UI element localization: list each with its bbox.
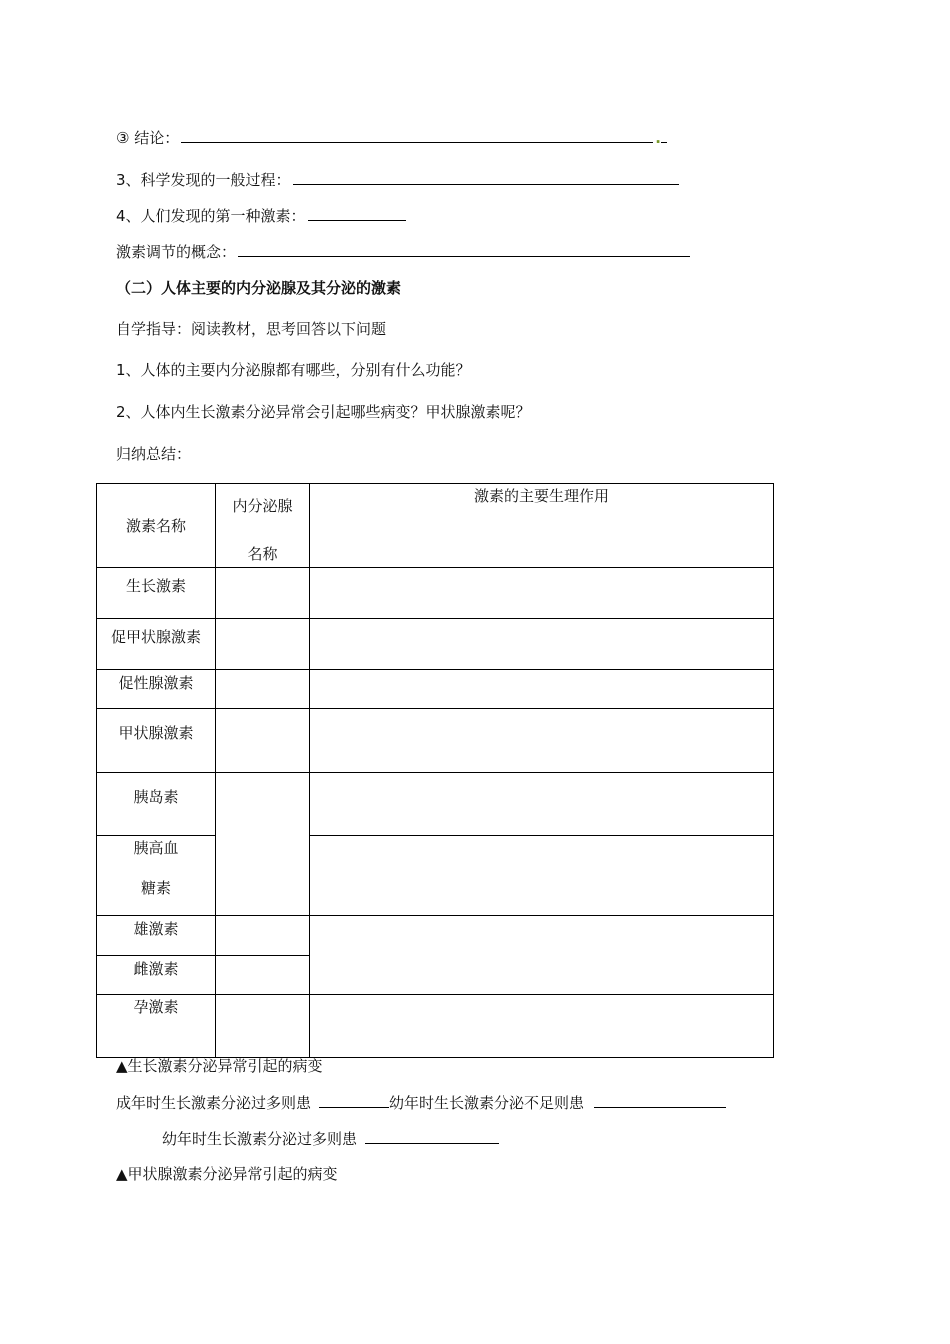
row-gland-cell[interactable]	[216, 916, 310, 956]
conclusion-blank[interactable]	[181, 128, 653, 143]
row-function-cell[interactable]	[310, 836, 774, 916]
row-hormone-label: 雌激素	[133, 960, 179, 978]
row-hormone-cell	[97, 916, 216, 956]
summary-label: 归纳总结：	[116, 445, 192, 463]
first-hormone-label: 4、人们发现的第一种激素：	[116, 207, 306, 225]
conclusion-label: ③ 结论：	[116, 129, 180, 147]
row-gland-cell[interactable]	[216, 956, 310, 995]
gh-adult-excess-blank[interactable]	[319, 1093, 389, 1108]
row-hormone-label: 胰岛素	[133, 788, 179, 806]
row-hormone-label: 生长激素	[125, 577, 186, 595]
gh-child-deficit-label: 幼年时生长激素分泌不足则患	[389, 1094, 585, 1112]
row-function-cell[interactable]	[310, 670, 774, 709]
row-function-cell[interactable]	[310, 619, 774, 670]
row-hormone-label: 雄激素	[133, 920, 179, 938]
gh-adult-excess-line	[116, 1093, 726, 1113]
first-hormone-line	[116, 206, 406, 226]
section-title: （二）人体主要的内分泌腺及其分泌的激素	[116, 279, 402, 297]
row-hormone-cell	[97, 956, 216, 995]
thyroid-abnormal-title: ▲甲状腺激素分泌异常引起的病变	[116, 1165, 338, 1183]
header-function-text: 激素的主要生理作用	[473, 487, 609, 505]
conclusion-blank-tail	[661, 128, 667, 143]
gh-abnormal-title: ▲生长激素分泌异常引起的病变	[116, 1057, 323, 1075]
question-2: 2、人体内生长激素分泌异常会引起哪些病变？甲状腺激素呢？	[116, 403, 531, 421]
concept-blank[interactable]	[238, 242, 690, 257]
row-gland-cell[interactable]	[216, 709, 310, 773]
row-function-cell[interactable]	[310, 568, 774, 619]
gh-child-excess-blank[interactable]	[365, 1129, 499, 1144]
row-gland-cell-merged[interactable]	[216, 773, 310, 916]
gh-child-excess-label: 幼年时生长激素分泌过多则患	[162, 1130, 358, 1148]
table-row	[97, 916, 774, 956]
row-function-cell[interactable]	[310, 709, 774, 773]
row-hormone-label-line2: 糖素	[140, 879, 171, 897]
table-row	[97, 773, 774, 836]
conclusion-mark: .	[655, 129, 661, 147]
header-hormone-name-text: 激素名称	[125, 516, 186, 535]
row-hormone-label: 促甲状腺激素	[110, 628, 201, 646]
table-row	[97, 619, 774, 670]
row-function-cell-merged[interactable]	[310, 916, 774, 995]
process-line	[116, 170, 679, 190]
gh-child-deficit-blank[interactable]	[594, 1093, 726, 1108]
conclusion-line	[116, 128, 667, 148]
table-row	[97, 836, 774, 916]
row-hormone-label-line1: 胰高血	[133, 839, 179, 857]
row-gland-cell[interactable]	[216, 995, 310, 1058]
row-gland-cell[interactable]	[216, 568, 310, 619]
table-row	[97, 568, 774, 619]
row-hormone-label: 促性腺激素	[118, 674, 194, 692]
row-hormone-label: 甲状腺激素	[118, 724, 194, 742]
header-gland-line1: 内分泌腺	[232, 497, 293, 515]
row-hormone-cell	[97, 619, 216, 670]
header-hormone-name	[97, 484, 216, 568]
gh-adult-excess-label: 成年时生长激素分泌过多则患	[116, 1094, 312, 1112]
question-1: 1、人体的主要内分泌腺都有哪些，分别有什么功能？	[116, 361, 471, 379]
concept-label: 激素调节的概念：	[116, 243, 237, 261]
table-row	[97, 995, 774, 1058]
header-gland-name	[216, 484, 310, 568]
table-header-row	[97, 484, 774, 568]
hormone-summary-table	[96, 483, 774, 1058]
table-row	[97, 670, 774, 709]
row-hormone-cell	[97, 670, 216, 709]
row-gland-cell[interactable]	[216, 619, 310, 670]
row-hormone-cell	[97, 995, 216, 1058]
row-gland-cell[interactable]	[216, 670, 310, 709]
process-blank[interactable]	[293, 170, 679, 185]
header-function	[310, 484, 774, 568]
row-hormone-cell	[97, 773, 216, 836]
header-gland-line2: 名称	[247, 545, 278, 563]
row-hormone-cell	[97, 709, 216, 773]
row-hormone-label: 孕激素	[133, 998, 179, 1016]
row-function-cell[interactable]	[310, 773, 774, 836]
process-label: 3、科学发现的一般过程：	[116, 171, 291, 189]
gh-child-excess-line	[162, 1129, 499, 1149]
table-row	[97, 709, 774, 773]
row-hormone-cell	[97, 836, 216, 916]
row-function-cell[interactable]	[310, 995, 774, 1058]
self-study-text: 自学指导：阅读教材，思考回答以下问题	[116, 320, 387, 338]
first-hormone-blank[interactable]	[308, 206, 406, 221]
row-hormone-cell	[97, 568, 216, 619]
concept-line	[116, 242, 690, 262]
